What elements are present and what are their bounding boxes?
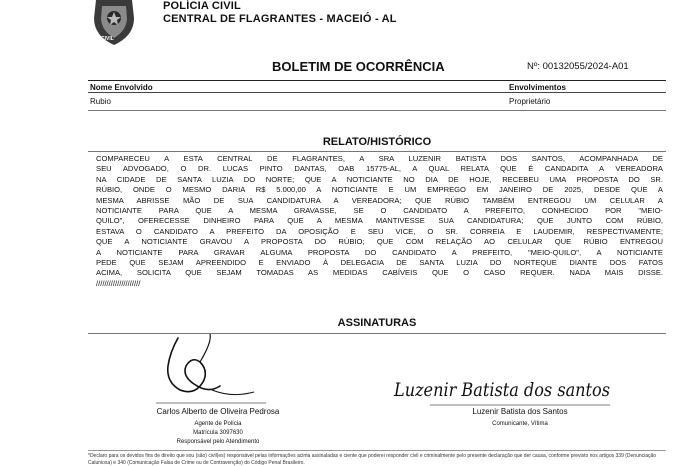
footer-disclaimer: *Declaro para os devidos fins de direito que sou (são) civil(es) responsável pelas informações acima assinaladas e ciente que poderei responder civil e criminalmente pelo presente declaração que der causa, conforme previsto nos artigos 339 (Denunciação Caluniosa) e 340 (Comunicação Falsa de Crime ou de Contravenção) do Código Penal Brasileiro. (88, 453, 657, 466)
officer-responsibility: Responsável pelo Atendimento (176, 439, 260, 445)
table-top-rule (88, 80, 666, 81)
officer-role: Agente de Polícia (194, 421, 242, 427)
handwritten-signature: Luzenir Batista dos santos (393, 379, 611, 401)
relato-text (96, 154, 663, 289)
relato-line: A NOTICIANTE PARA GRAVAR ALGUMA PROPOSTA DO CANDIDATO A PREFEITO, "MEIO-QUILO", A NOTICIANTE (96, 247, 663, 257)
signatures-title: ASSINATURAS (337, 317, 417, 329)
victim-signature-icon (390, 372, 620, 406)
officer-registration: Matrícula 3097630 (193, 430, 243, 436)
relato-line: MESMA ABRISSE MÃO DE SUA CANDIDATURA A VEREADORA; QUE RÚBIO TAMBÉM ENTREGOU UM CELULAR A (96, 195, 663, 205)
relato-rule (88, 151, 666, 152)
involved-role: Proprietário (509, 97, 551, 106)
victim-role: Comunicante, Vítima (492, 421, 548, 427)
relato-line: COMPARECEU A ESTA CENTRAL DE FLAGRANTES, A SRA LUZENIR BATISTA DOS SANTOS, ACOMPANHADA DE (96, 154, 663, 163)
police-seal-icon (88, 0, 140, 46)
relato-line: RÚBIO, ONDE O MESMO DARIA R$ 5.000,00 A NOTICIANTE E UM EMPREGO EM JANEIRO DE 2025, DESDE QUE A (96, 185, 663, 195)
relato-line: QUILO", OFERECESSE DINHEIRO PARA QUE A MESMA MANTIVESSE SUA CANDIDATURA; QUE JUNTO COM RÚBIO, (96, 216, 663, 226)
relato-line: ESTAVA O CANDIDATO A PREFEITO DA OPOSIÇÃO E SEU VICE, O SR. CORREIA E LAUDEMIR, RESPECTIVAMENTE; (96, 226, 663, 236)
victim-name: Luzenir Batista dos Santos (472, 407, 568, 416)
unit-name: CENTRAL DE FLAGRANTES - MACEIÓ - AL (163, 13, 397, 25)
relato-line: ACIMA, SOLICITA QUE SEJAM TOMADAS AS MEDIDAS CABÍVEIS QUE O CASO REQUER. NADA MAIS DISSE. (96, 268, 663, 278)
table-header-rule (88, 92, 666, 93)
relato-line: ///////////////////// (96, 278, 141, 288)
footer-rule (88, 450, 666, 451)
seal-label: CIVIL (101, 36, 114, 42)
column-header-name: Nome Envolvido (90, 83, 153, 92)
relato-line: QUE A NOTICIANTE GRAVOU A PROPOSTA DO RÚBIO; QUE COM RELAÇÃO AO CELULAR QUE RÚBIO ENTREGOU (96, 237, 663, 247)
relato-line: NOTICIANTE PARA QUE A MESMA GRAVASSE, SE O CANDIDATO A PREFEITO, CONHECIDO POR "MEIO- (96, 206, 663, 216)
table-bottom-rule (88, 110, 666, 111)
document-number: Nº: 00132055/2024-A01 (527, 61, 629, 72)
involved-name: Rubio (90, 97, 111, 106)
relato-line: NA CIDADE DE SANTA LUZIA DO NORTE; QUE A NOTICIANTE NO DIA DE HOJE, RECEBEU UMA PROPOSTA DO SR. (96, 174, 663, 184)
document-title: BOLETIM DE OCORRÊNCIA (272, 59, 445, 74)
officer-signature-icon (150, 330, 270, 405)
agency-name: POLÍCIA CIVIL (163, 0, 241, 12)
relato-line: SEU ADVOGADO, O DR. LUCAS PINTO DANTAS, OAB 15775-AL, A QUAL RELATA QUE É CANDADITA A VEREADORA (96, 164, 663, 174)
relato-line: PEDE QUE SEJAM APREENDIDO E ENVIADO À DELEGACIA DE SANTA LUZIA DO NORTEQUE DIANTE DOS FATOS (96, 258, 663, 268)
officer-name: Carlos Alberto de Oliveira Pedrosa (156, 407, 280, 416)
relato-title: RELATO/HISTÓRICO (322, 136, 432, 148)
column-header-involvement: Envolvimentos (509, 83, 566, 92)
